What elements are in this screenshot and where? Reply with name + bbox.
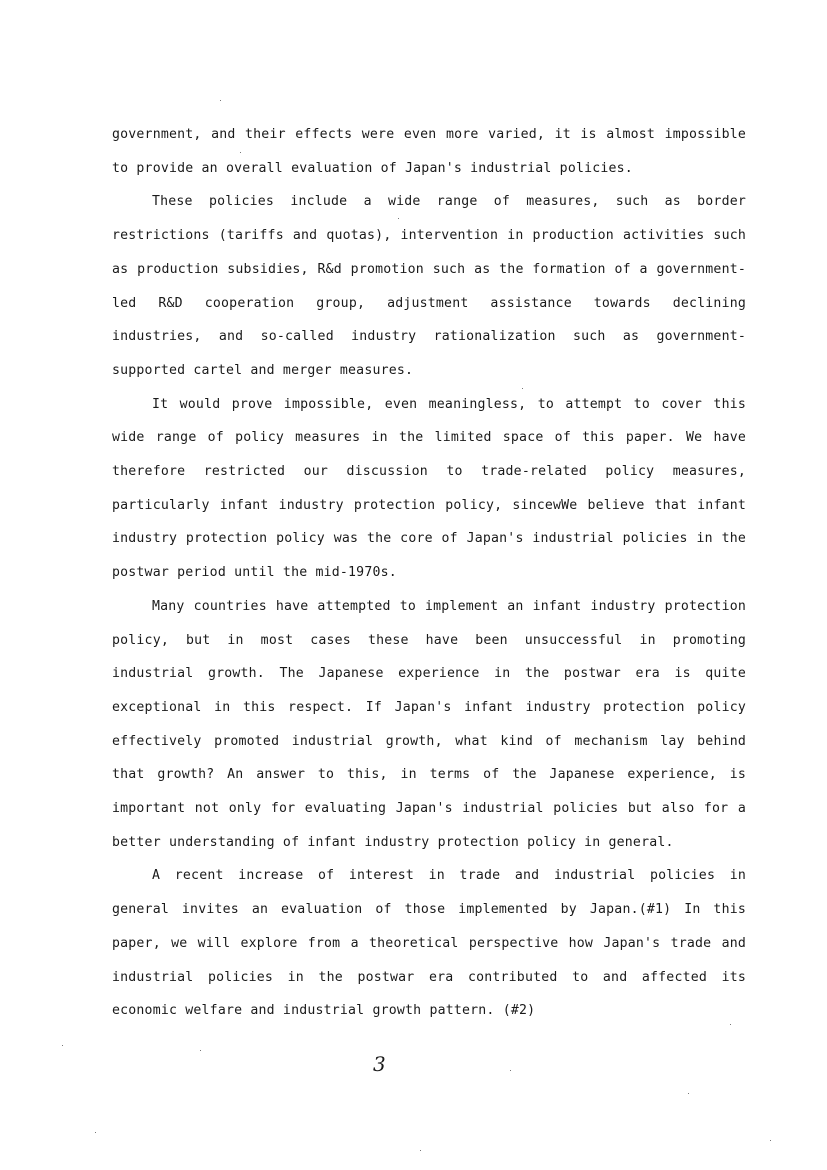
scan-speck	[522, 388, 523, 389]
scan-speck	[398, 218, 399, 219]
paragraph-paper-aim: A recent increase of interest in trade and industrial policies in general invites an evaluation of those implemented by Japan.(#1) In this paper, we will explore from a theoretical perspective how Japan's trade and industrial policies in the postwar era contributed to and affected its economic welfare and industrial growth pattern. (#2)	[112, 868, 746, 1019]
scan-speck	[730, 1024, 731, 1025]
paragraph-infant-industry: Many countries have attempted to implement an infant industry protection policy, but in most cases these have been unsuccessful in promoting industrial growth. The Japanese experience in the postwar era is quite exceptional in this respect. If Japan's infant industry protection policy effectively promoted industrial growth, what kind of mechanism lay behind that growth? An answer to this, in terms of the Japanese experience, is important not only for evaluating Japan's industrial policies but also for a better understanding of infant industry protection policy in general.	[112, 598, 746, 850]
scan-speck	[510, 1070, 511, 1071]
body-text	[112, 118, 746, 1028]
paragraph-scope: It would prove impossible, even meaningless, to attempt to cover this wide range of policy measures in the limited space of this paper. We have therefore restricted our discussion to trade-related policy measures, particularly infant industry protection policy, sincewWe believe that infant industry protection policy was the core of Japan's industrial policies in the postwar period until the mid-1970s.	[112, 396, 746, 581]
scan-speck	[220, 100, 221, 101]
scan-speck	[770, 1140, 771, 1141]
scan-speck	[62, 1045, 63, 1046]
page-number: 3	[373, 1052, 386, 1076]
scan-speck	[688, 1093, 689, 1094]
scan-speck	[200, 1050, 201, 1051]
scan-speck	[95, 1132, 96, 1133]
paragraph-policy-measures: These policies include a wide range of measures, such as border restrictions (tariffs and quotas), intervention in production activities such as production subsidies, R&d promotion such as the formation of a government-led R&D cooperation group, adjustment assistance towards declining industries, and so-called industry rationalization such as government-supported cartel and merger measures.	[112, 194, 746, 378]
scan-speck	[420, 1150, 421, 1151]
paragraph-continued: government, and their effects were even more varied, it is almost impossible to provide an overall evaluation of Japan's industrial policies.	[112, 127, 746, 176]
scan-speck	[240, 152, 241, 153]
